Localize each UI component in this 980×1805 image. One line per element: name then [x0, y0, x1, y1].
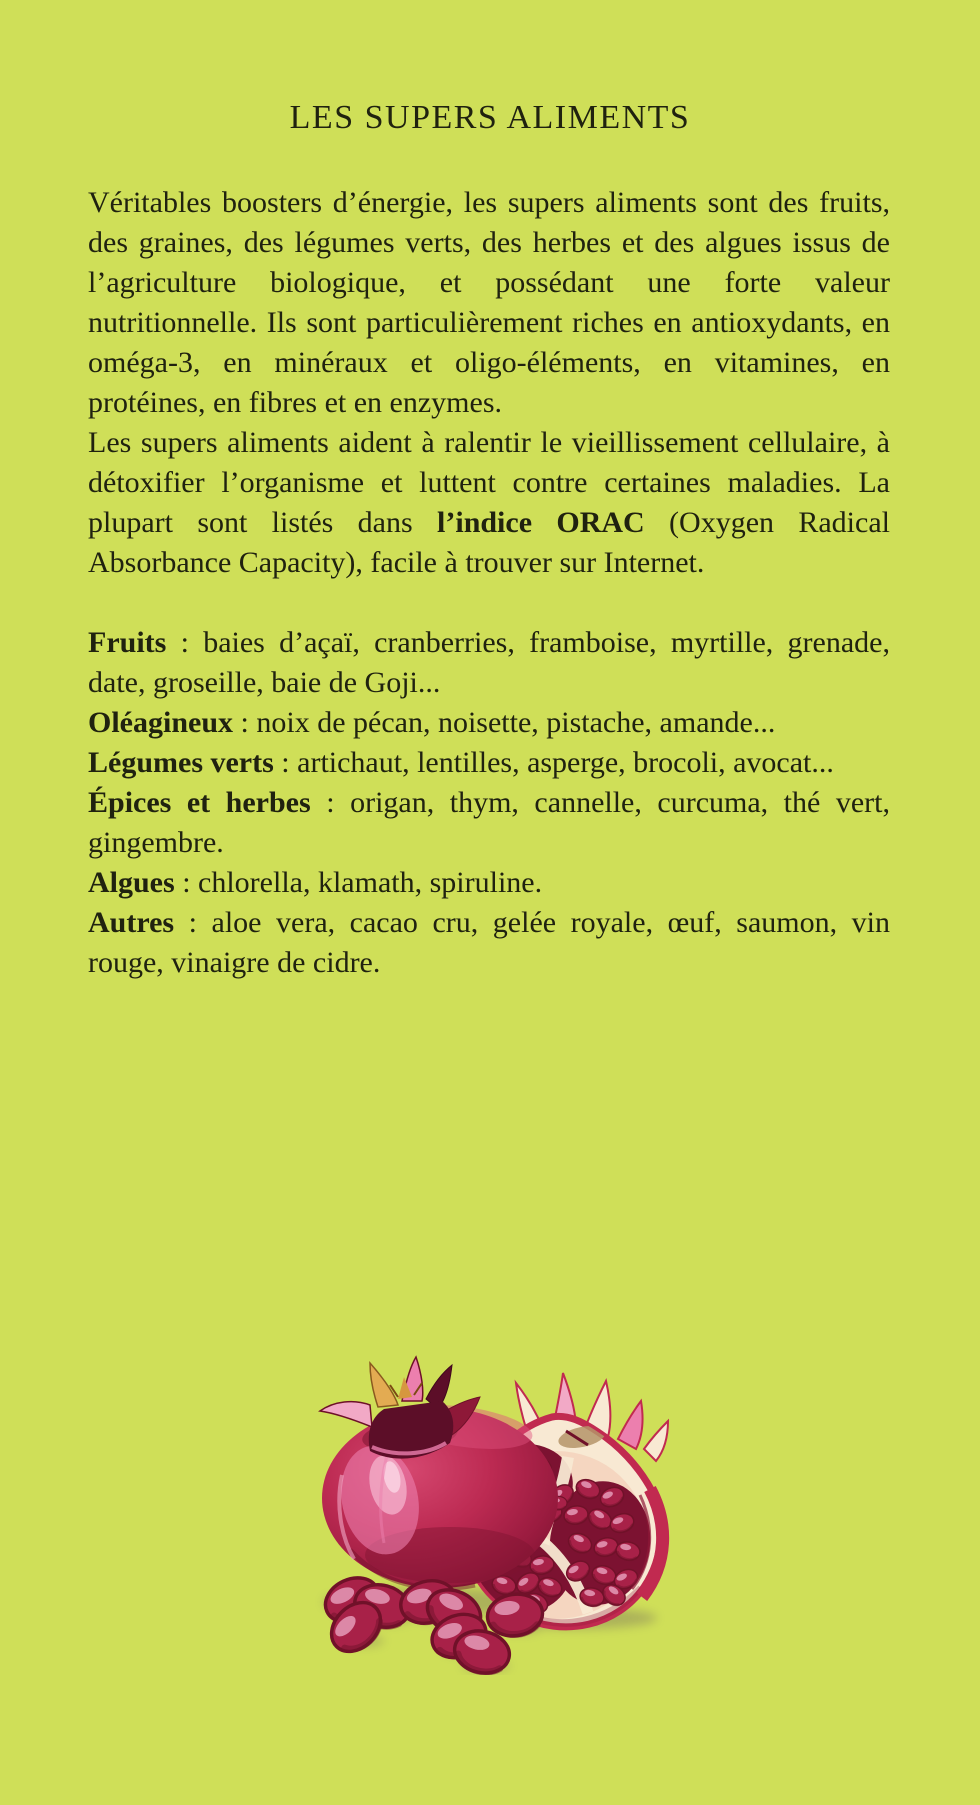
category-line-fruits — [88, 623, 890, 703]
category-separator: : — [174, 866, 199, 899]
category-separator: : — [273, 746, 298, 779]
intro-paragraph-2 — [88, 423, 890, 583]
intro-paragraph-2-start: Les supers aliments aident à ralentir le vieillissement cellulaire, à détoxifier l’organisme et luttent contre certaines maladies. La plupart sont listés dans — [88, 426, 890, 539]
category-separator: : — [166, 626, 204, 659]
category-line-oleagineux — [88, 703, 890, 743]
category-label: Fruits — [88, 626, 167, 659]
category-items: aloe vera, cacao cru, gelée royale, œuf, saumon, vin rouge, vinaigre de cidre. — [88, 906, 890, 979]
category-line-autres — [88, 903, 890, 983]
categories-list — [88, 623, 890, 983]
category-label: Légumes verts — [88, 746, 274, 779]
category-label: Épices et herbes — [88, 786, 311, 819]
category-label: Algues — [88, 866, 175, 899]
category-items: chlorella, klamath, spiruline. — [198, 866, 543, 899]
category-items: origan, thym, cannelle, curcuma, thé vert, gingembre. — [88, 786, 890, 859]
category-items: baies d’açaï, cranberries, framboise, myrtille, grenade, date, groseille, baie de Goji... — [88, 626, 890, 699]
category-items: noix de pécan, noisette, pistache, amande... — [256, 706, 776, 739]
category-line-legumes-verts — [88, 743, 890, 783]
category-separator: : — [233, 706, 257, 739]
category-line-epices-herbes — [88, 783, 890, 863]
category-line-algues — [88, 863, 890, 903]
category-separator: : — [174, 906, 212, 939]
category-separator: : — [310, 786, 351, 819]
page-title: LES SUPERS ALIMENTS — [289, 99, 691, 136]
intro-paragraph-2-end: (Oxygen Radical Absorbance Capacity), facile à trouver sur Internet. — [88, 506, 890, 579]
category-label: Autres — [88, 906, 175, 939]
pomegranate-illustration — [270, 1355, 690, 1675]
category-label: Oléagineux — [88, 706, 234, 739]
intro-paragraph-1: Véritables boosters d’énergie, les supers aliments sont des fruits, des graines, des légumes verts, des herbes et des algues issus de l’agriculture biologique, et possédant une forte valeur nutritionnelle. Ils sont particulièrement riches en antioxydants, en oméga-3, en minéraux et oligo-éléments, en vitamines, en protéines, en fibres et en enzymes. — [88, 186, 890, 419]
orac-index-bold: l’indice ORAC — [437, 506, 645, 539]
body-text — [88, 183, 890, 983]
pomegranate-svg — [270, 1355, 690, 1675]
category-items: artichaut, lentilles, asperge, brocoli, avocat... — [297, 746, 834, 779]
